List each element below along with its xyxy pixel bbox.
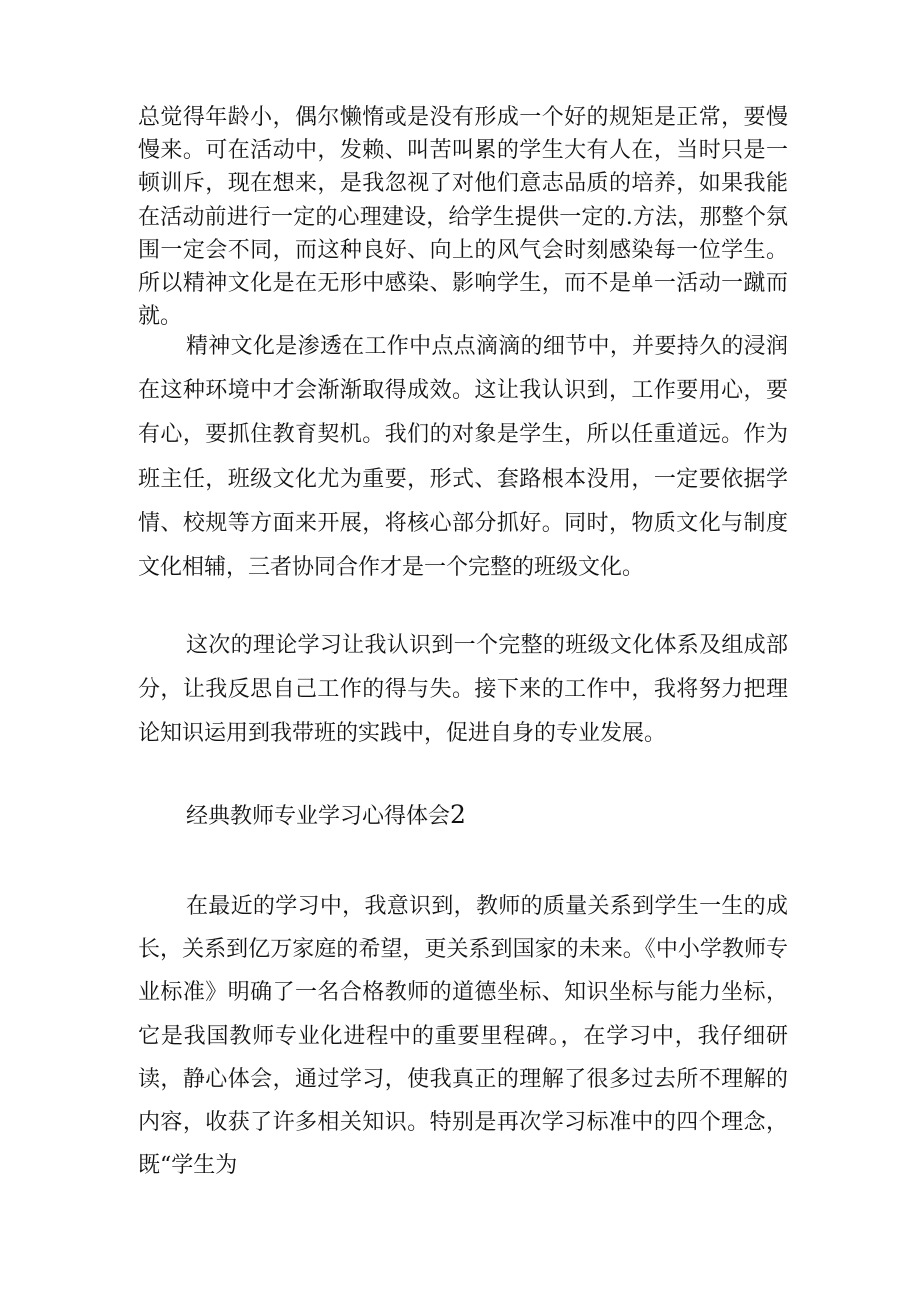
- paragraph-1: 总觉得年龄小，偶尔懒惰或是没有形成一个好的规矩是正常，要慢慢来。可在活动中，发赖、叫苦叫累的学生大有人在，当时只是一顿训斥，现在想来，是我忽视了对他们意志品质的培养，如果我能在活动前进行一定的心理建设，给学生提供一定的.方法，那整个氛围一定会不同，而这种良好、向上的风气会时刻感染每一位学生。所以精神文化是在无形中感染、影响学生，而不是单一活动一蹴而就。: [138, 105, 788, 330]
- heading-number: 2: [450, 800, 466, 829]
- paragraph-3: 这次的理论学习让我认识到一个完整的班级文化体系及组成部分，让我反思自己工作的得与失。接下来的工作中，我将努力把理论知识运用到我带班的实践中，促进自身的专业发展。: [138, 633, 788, 747]
- paragraph-2: 精神文化是渗透在工作中点点滴滴的细节中，并要持久的浸润在这种环境中才会渐渐取得成效。这让我认识到，工作要用心，要有心，要抓住教育契机。我们的对象是学生，所以任重道远。作为班主任，班级文化尤为重要，形式、套路根本没用，一定要依据学情、校规等方面来开展，将核心部分抓好。同时，物质文化与制度文化相辅，三者协同合作才是一个完整的班级文化。: [138, 334, 788, 581]
- heading-text: 经典教师专业学习心得体会: [186, 804, 451, 829]
- section-heading: [186, 797, 466, 835]
- paragraph-4: 在最近的学习中，我意识到，教师的质量关系到学生一生的成长，关系到亿万家庭的希望，更关系到国家的未来。《中小学教师专业标准》明确了一名合格教师的道德坐标、知识坐标与能力坐标，它是我国教师专业化进程中的重要里程碑。，在学习中，我仔细研读，静心体会，通过学习，使我真正的理解了很多过去所不理解的内容，收获了许多相关知识。特别是再次学习标准中的四个理念，既“学生为: [138, 894, 788, 1179]
